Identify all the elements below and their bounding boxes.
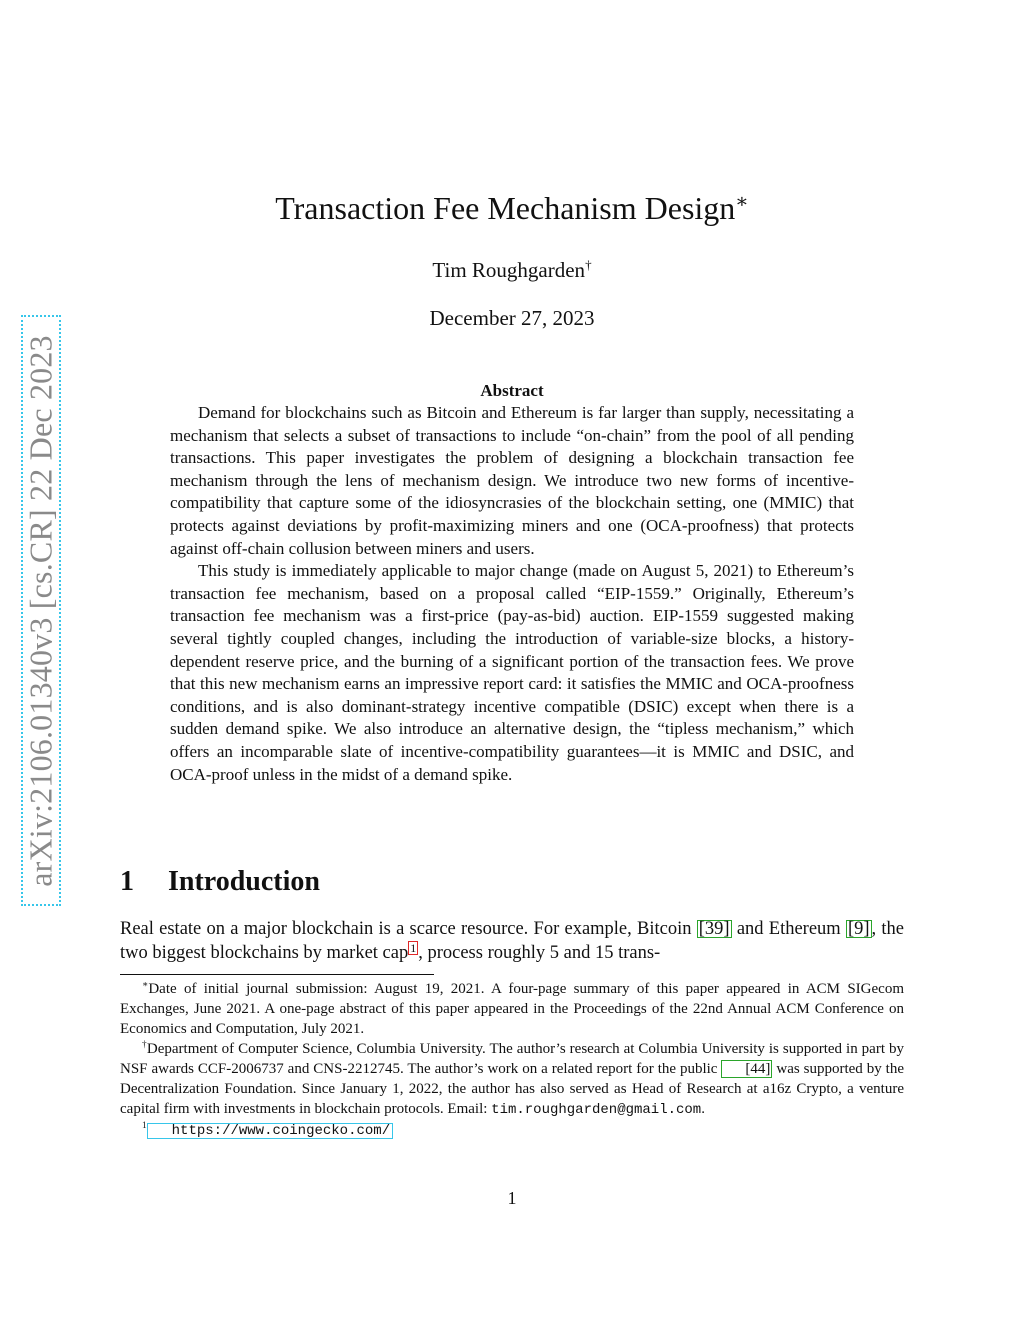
footnote-mark-dagger: †: [142, 1040, 147, 1050]
footnote-affiliation-text-b: was supported by the Decentralization Foundation. Since January 1, 2022, the author has also served as Head of Research at a16z Crypto, a venture capital firm with investments in blockchain protocols. Email:: [120, 1061, 905, 1117]
footnotes: [120, 979, 904, 1140]
intro-text-2: and Ethereum: [731, 919, 846, 939]
abstract-paragraph-1: Demand for blockchains such as Bitcoin and Ethereum is far larger than supply, necessitating a mechanism that selects a subset of transactions to include “on-chain” from the pool of all pending transactions. This paper investigates the problem of designing a blockchain transaction fee mechanism through the lens of mechanism design. We introduce two new forms of incentive-compatibility that capture some of the idiosyncrasies of the blockchain setting, one (MMIC) that protects against deviations by profit-maximizing miners and one (OCA-proofness) that protects against off-chain collusion between miners and users.: [170, 403, 854, 558]
coingecko-link[interactable]: https://www.coingecko.com/: [147, 1123, 393, 1139]
intro-text-1: Real estate on a major blockchain is a scarce resource. For example, Bitcoin: [120, 919, 697, 939]
arxiv-identifier[interactable]: arXiv:2106.01340v3 [cs.CR] 22 Dec 2023: [22, 334, 59, 887]
abstract-body: [170, 402, 854, 786]
introduction-text: [120, 917, 904, 965]
author-footnote-mark[interactable]: †: [585, 257, 592, 272]
paper-title-text: Transaction Fee Mechanism Design: [275, 190, 736, 226]
footnote-date: [120, 979, 904, 1039]
title-footnote-mark[interactable]: ∗: [735, 190, 749, 213]
footnote-url: [120, 1120, 904, 1140]
author-name-text: Tim Roughgarden: [432, 258, 586, 282]
abstract-paragraph-2: This study is immediately applicable to major change (made on August 5, 2021) to Ethereum’s transaction fee mechanism, based on a proposal called “EIP-1559.” Originally, Ethereum’s transaction fee mechanism was a first-price (pay-as-bid) auction. EIP-1559 suggested making several tightly coupled changes, including the introduction of variable-size blocks, a history-dependent reserve price, and the burning of a significant portion of the transaction fees. We prove that this new mechanism earns an impressive report card: it satisfies the MMIC and OCA-proofness conditions, and is also dominant-strategy incentive compatible (DSIC) except when there is a sudden demand spike. We also introduce an alternative design, the “tipless mechanism,” which offers an incomparable slate of incentive-compatibility guarantees—it is MMIC and DSIC, and OCA-proof unless in the midst of a demand spike.: [170, 561, 854, 784]
citation-9[interactable]: [9]: [847, 919, 870, 939]
arxiv-identifier-box[interactable]: [21, 315, 61, 906]
footnote-rule: [120, 974, 434, 975]
citation-39[interactable]: [39]: [698, 919, 730, 939]
paper-date: December 27, 2023: [429, 306, 595, 330]
intro-text-4: , process roughly 5 and 15 trans-: [418, 943, 661, 963]
footnote-mark-1: 1: [142, 1121, 147, 1131]
intro-paragraph: [120, 917, 904, 965]
paper-title: [0, 190, 1024, 227]
section-heading: [120, 866, 320, 898]
author-email[interactable]: tim.roughgarden@gmail.com: [491, 1102, 702, 1118]
footnote-ref-1[interactable]: 1: [410, 941, 417, 955]
footnote-affiliation: [120, 1039, 904, 1120]
footnote-mark-star: ∗: [142, 980, 149, 990]
footnote-affiliation-text-a: Department of Computer Science, Columbia University. The author’s research at Columbia University is supported in part by NSF awards CCF-2006737 and CNS-2212745. The author’s work on a related report for the public: [120, 1041, 904, 1077]
intro-text-3: , the two biggest blockchains by market cap: [120, 919, 905, 963]
author-name: [0, 258, 1024, 283]
footnote-date-text: Date of initial journal submission: August 19, 2021. A four-page summary of this paper appeared in ACM SIGecom Exchanges, June 2021. A one-page abstract of this paper appeared in the Proceedings of the 22nd Annual ACM Conference on Economics and Computation, July 2021.: [120, 981, 904, 1037]
citation-44[interactable]: [44]: [721, 1060, 772, 1078]
section-number: 1: [120, 866, 134, 897]
abstract-heading: Abstract: [480, 381, 544, 400]
section-title: Introduction: [168, 866, 320, 897]
page-number: 1: [507, 1188, 517, 1208]
footnote-affiliation-end: .: [701, 1101, 705, 1117]
